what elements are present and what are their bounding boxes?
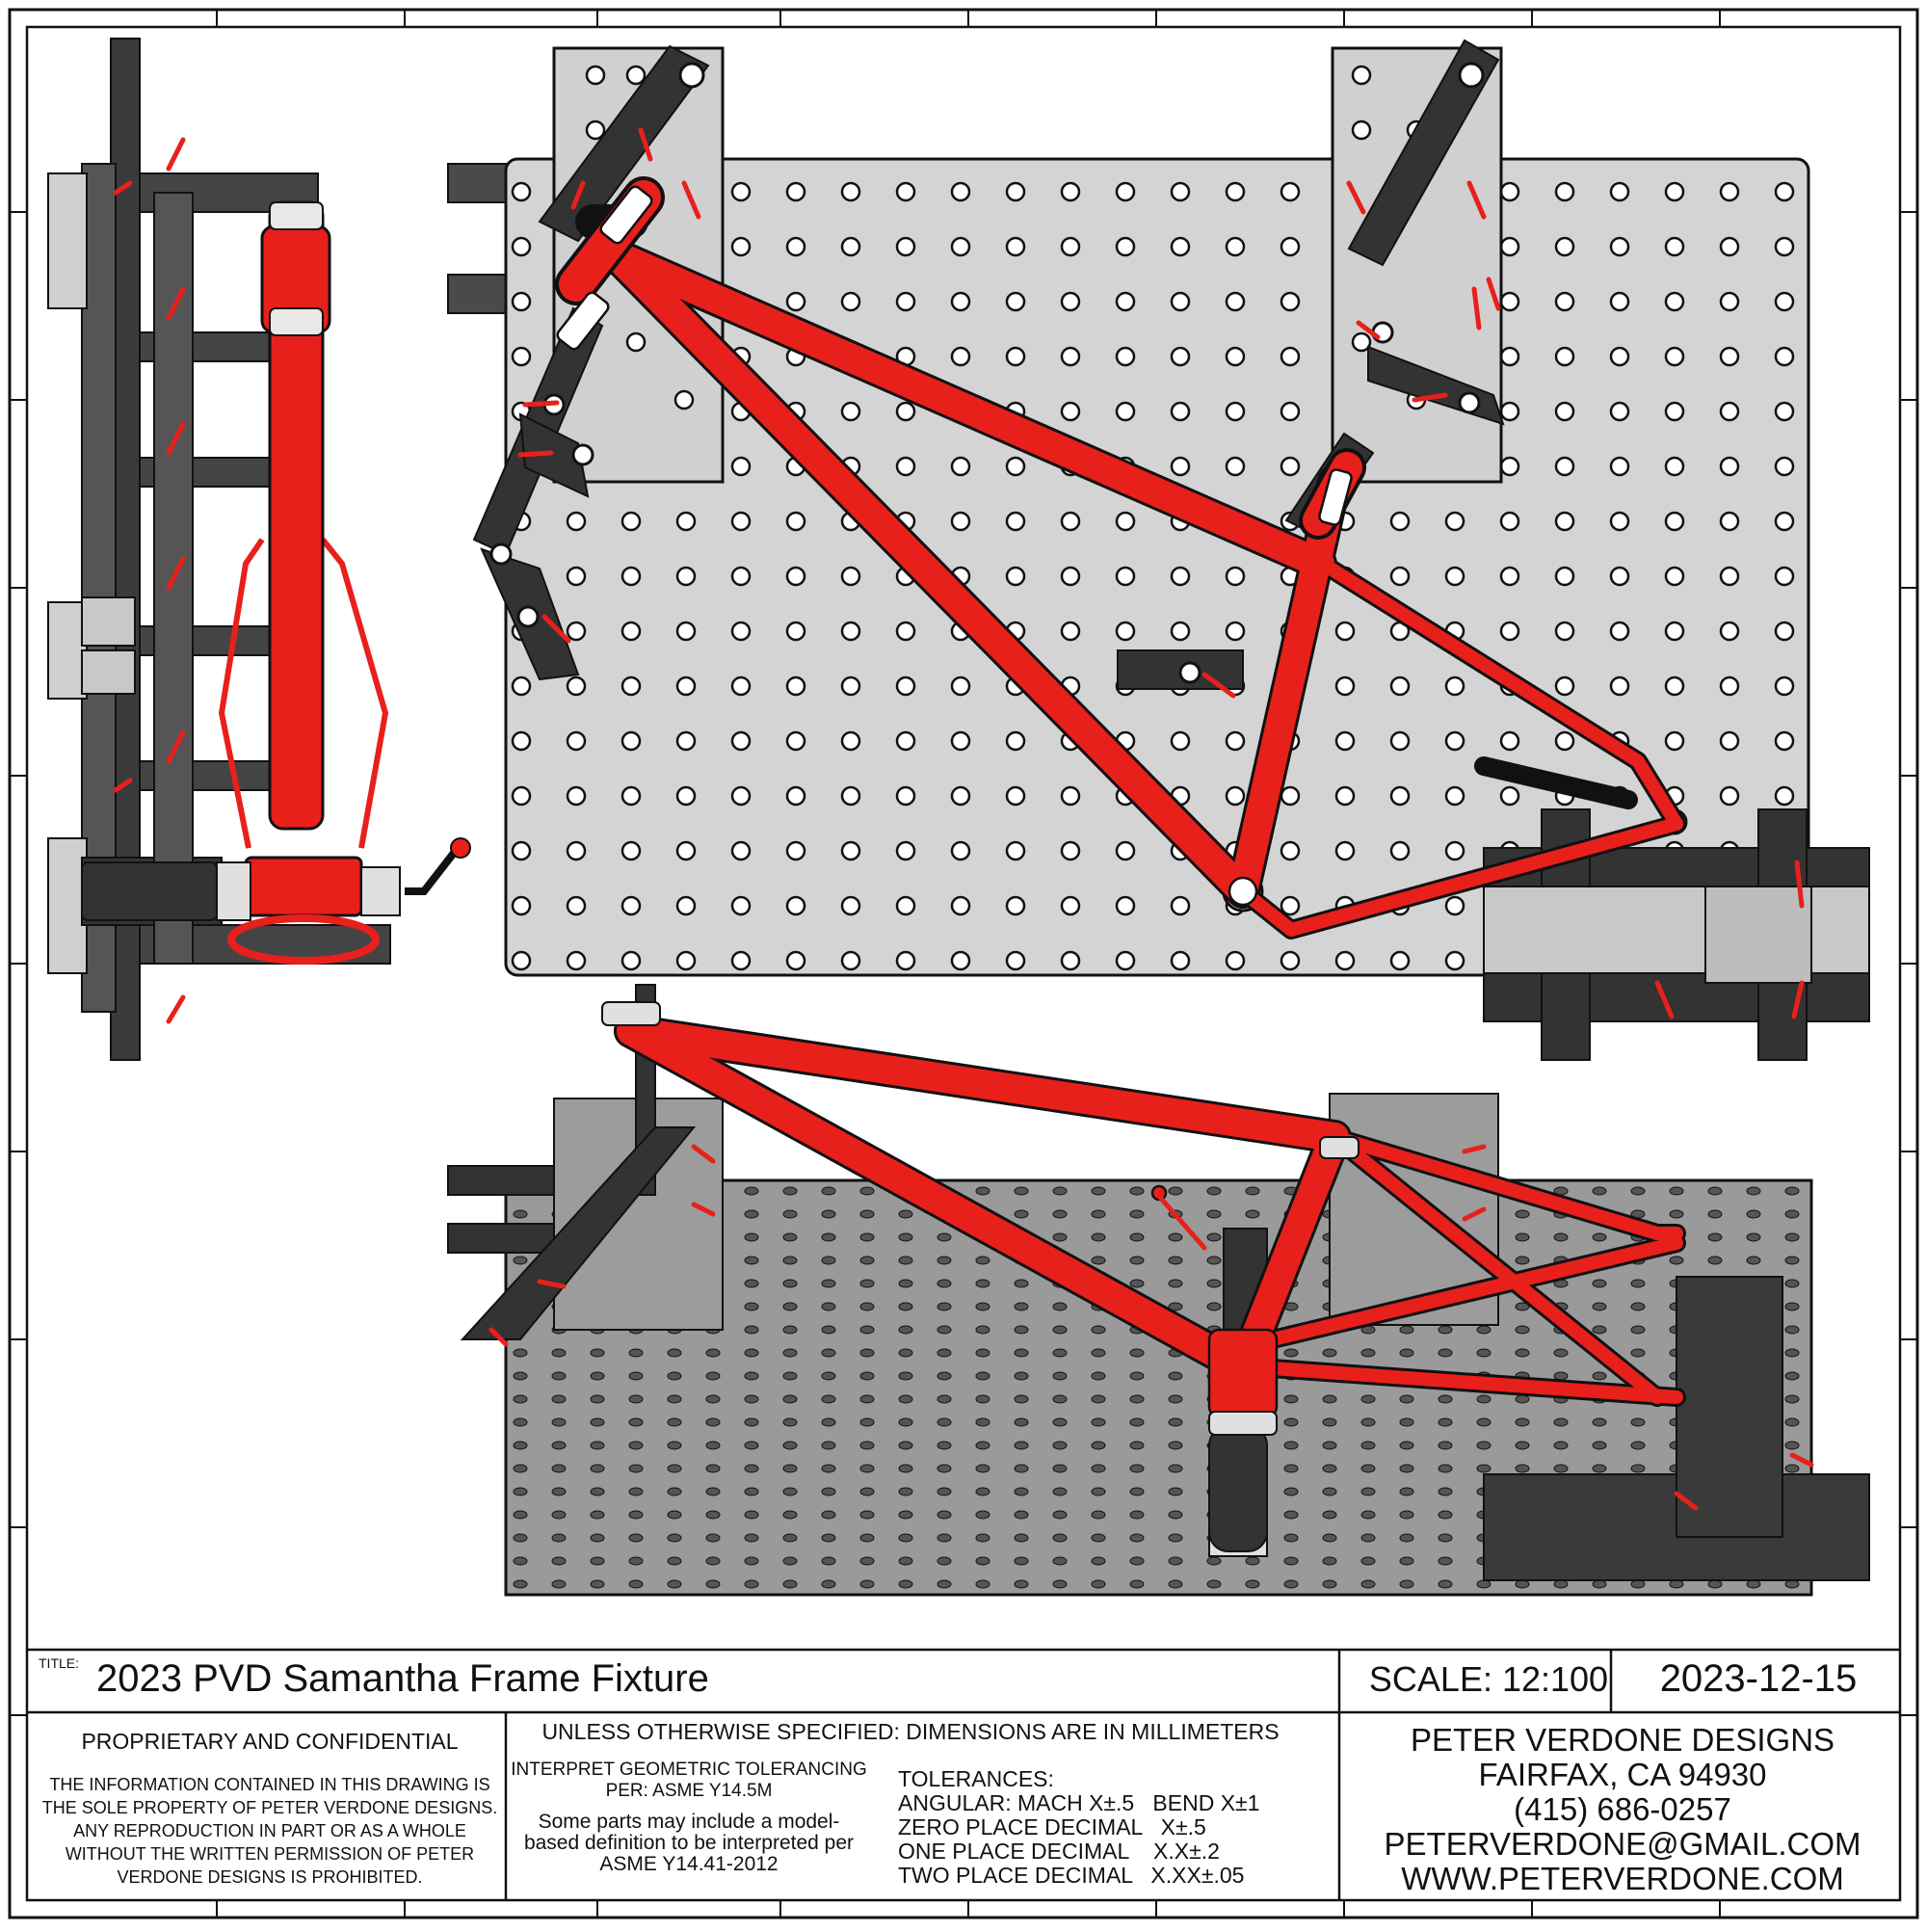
- tolerance-zero-place: ZERO PLACE DECIMAL X±.5: [898, 1814, 1206, 1839]
- company-phone: (415) 686-0257: [1514, 1791, 1731, 1827]
- mbd-note: Some parts may include a model-based definition to be interpreted per ASME Y14.41-2012: [523, 1811, 855, 1875]
- side-view: [48, 39, 470, 1060]
- company-info: [1341, 1723, 1904, 1896]
- top-view: [448, 40, 1869, 1060]
- drawing-scale: SCALE: 12:100: [1368, 1659, 1609, 1699]
- tolerances-block: [898, 1767, 1259, 1888]
- title-label: TITLE:: [39, 1655, 80, 1671]
- proprietary-notice: THE INFORMATION CONTAINED IN THIS DRAWING IS THE SOLE PROPERTY OF PETER VERDONE DESIGNS. ANY REPRODUCTION IN PART OR AS A WHOLE WITHOUT THE WRITTEN PERMISSION OF PETER VERDONE DESIGNS IS PROHIBITED.: [41, 1775, 498, 1887]
- drawing-date: 2023-12-15: [1659, 1657, 1858, 1700]
- proprietary-heading: PROPRIETARY AND CONFIDENTIAL: [81, 1729, 459, 1754]
- isometric-view: [448, 985, 1869, 1595]
- tolerance-angular: ANGULAR: MACH X±.5 BEND X±1: [898, 1790, 1260, 1815]
- company-name: PETER VERDONE DESIGNS: [1410, 1722, 1835, 1758]
- company-website: WWW.PETERVERDONE.COM: [1401, 1861, 1844, 1896]
- seat-tube-plate: [1333, 48, 1501, 482]
- company-email: PETERVERDONE@GMAIL.COM: [1384, 1826, 1861, 1862]
- drawing-title: 2023 PVD Samantha Frame Fixture: [96, 1657, 709, 1700]
- tolerances-heading: TOLERANCES:: [898, 1766, 1054, 1791]
- tolerance-two-place: TWO PLACE DECIMAL X.XX±.05: [898, 1863, 1245, 1888]
- company-city: FAIRFAX, CA 94930: [1478, 1757, 1767, 1792]
- geometric-tolerancing-note: INTERPRET GEOMETRIC TOLERANCING PER: ASME Y14.5M: [511, 1760, 867, 1801]
- dimensions-note: UNLESS OTHERWISE SPECIFIED: DIMENSIONS ARE IN MILLIMETERS: [541, 1719, 1280, 1744]
- tolerance-one-place: ONE PLACE DECIMAL X.X±.2: [898, 1839, 1220, 1864]
